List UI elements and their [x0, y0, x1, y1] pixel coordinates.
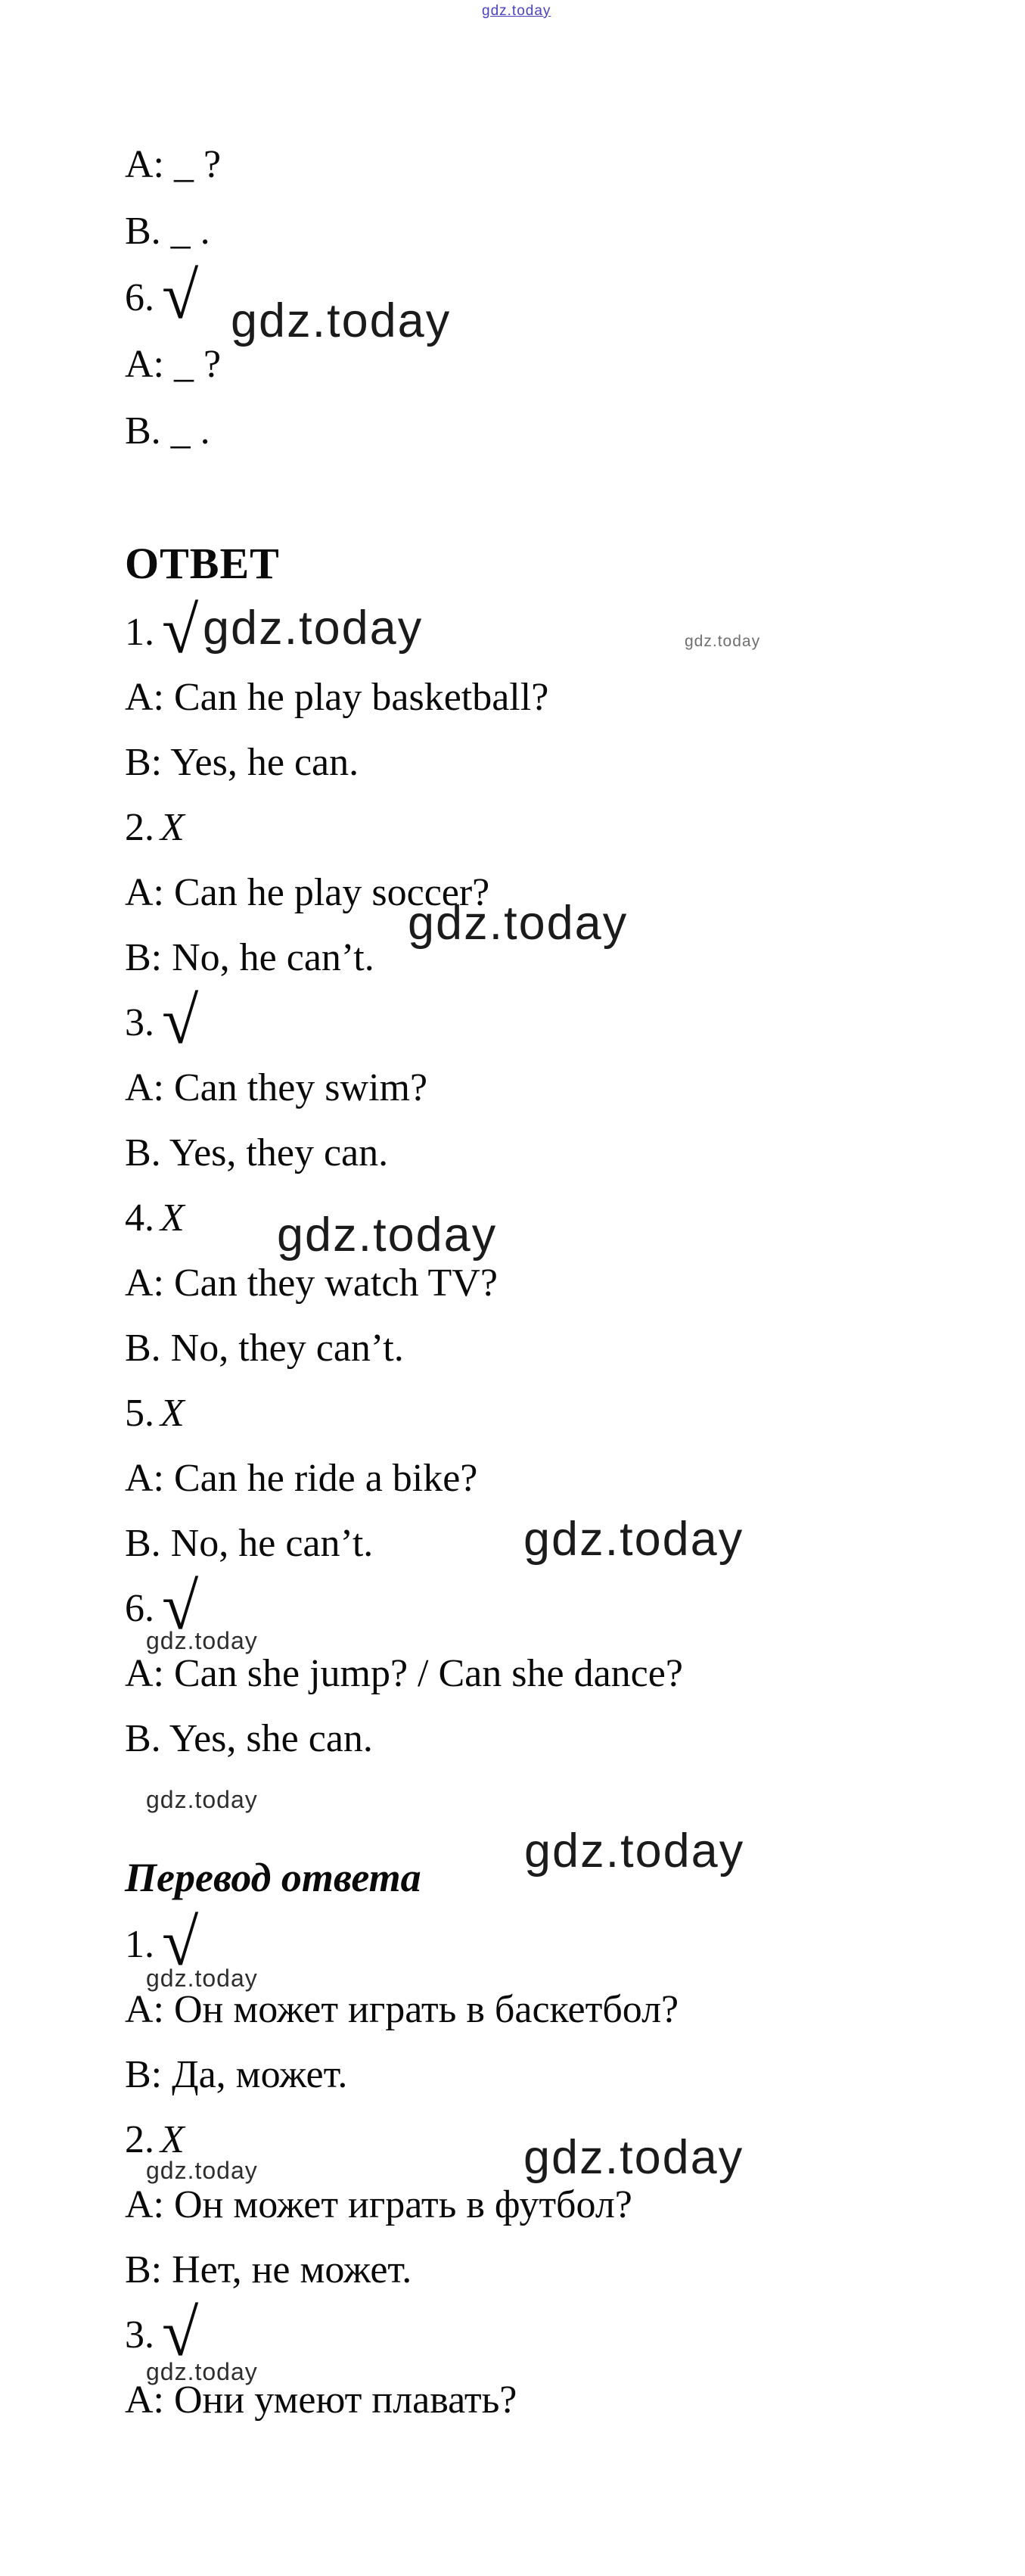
exercise-line-b: B. _ .	[125, 409, 210, 453]
answer-item-marker: 6. √	[125, 1570, 199, 1644]
item-number: 4.	[125, 1196, 154, 1240]
answer-heading: ОТВЕТ	[125, 539, 280, 588]
translation-item-marker: 3. √	[125, 2297, 199, 2370]
dialog-line-b: В: Да, может.	[125, 2053, 348, 2096]
exercise-line-a: A: _ ?	[125, 343, 222, 386]
answer-item-marker	[125, 1196, 185, 1240]
watermark-small: gdz.today	[146, 1965, 258, 1992]
translation-item-marker	[125, 2120, 185, 2160]
watermark-large: gdz.today	[523, 1513, 744, 1566]
dialog-line-a: A: Can he play basketball?	[125, 676, 549, 719]
item-number: 6.	[125, 276, 154, 319]
dialog-line-a: A: Can he ride a bike?	[125, 1457, 478, 1500]
translation-heading: Перевод ответа	[125, 1855, 421, 1900]
dialog-line-a: A: Can they swim?	[125, 1066, 428, 1109]
watermark-small: gdz.today	[146, 1627, 258, 1654]
cross-mark: X	[160, 1196, 185, 1240]
dialog-line-b: B. No, they can’t.	[125, 1327, 404, 1370]
watermark-small: gdz.today	[146, 2358, 258, 2385]
watermark-large: gdz.today	[408, 897, 629, 950]
dialog-line-a: А: Он может играть в баскетбол?	[125, 1988, 679, 2031]
dialog-line-a: A: Can she jump? / Can she dance?	[125, 1652, 683, 1695]
item-number: 2.	[125, 2118, 154, 2161]
dialog-line-b: B: Yes, he can.	[125, 741, 359, 784]
dialog-line-b: B. Yes, she can.	[125, 1717, 373, 1760]
watermark-large: gdz.today	[231, 294, 452, 347]
dialog-line-b: B: No, he can’t.	[125, 936, 374, 979]
watermark-large: gdz.today	[277, 1209, 498, 1262]
exercise-item-marker: 6. √	[125, 260, 199, 333]
item-number: 1.	[125, 1923, 154, 1966]
item-number: 6.	[125, 1587, 154, 1630]
exercise-line-b: B. _ .	[125, 210, 210, 253]
dialog-line-b: B. No, he can’t.	[125, 1522, 374, 1565]
dialog-line-b: В: Нет, не может.	[125, 2248, 412, 2291]
item-number: 5.	[125, 1392, 154, 1435]
dialog-line-b: B. Yes, they can.	[125, 1131, 389, 1174]
cross-mark: X	[160, 2118, 185, 2161]
answer-item-marker: 1. √	[125, 594, 199, 667]
watermark-small: gdz.today	[146, 1786, 258, 1813]
cross-mark: X	[160, 1392, 185, 1435]
dialog-line-a: А: Они умеют плавать?	[125, 2378, 517, 2422]
watermark-large: gdz.today	[523, 2131, 744, 2184]
answer-item-marker	[125, 808, 185, 848]
dialog-line-a: А: Он может играть в футбол?	[125, 2183, 632, 2226]
item-number: 3.	[125, 2313, 154, 2357]
dialog-line-a: A: Can he play soccer?	[125, 871, 490, 914]
watermark-large: gdz.today	[524, 1825, 745, 1878]
dialog-line-a: A: Can they watch TV?	[125, 1262, 498, 1305]
answer-item-marker: 3. √	[125, 985, 199, 1058]
watermark-small: gdz.today	[146, 2157, 258, 2184]
exercise-line-a: A: _ ?	[125, 143, 222, 186]
item-number: 3.	[125, 1001, 154, 1044]
item-number: 1.	[125, 611, 154, 654]
watermark-small-gray: gdz.today	[685, 633, 761, 650]
watermark-top-link: gdz.today	[482, 3, 551, 19]
watermark-large: gdz.today	[203, 602, 424, 655]
cross-mark: X	[160, 806, 185, 849]
item-number: 2.	[125, 806, 154, 849]
translation-item-marker: 1. √	[125, 1906, 199, 1980]
answer-item-marker	[125, 1394, 185, 1433]
